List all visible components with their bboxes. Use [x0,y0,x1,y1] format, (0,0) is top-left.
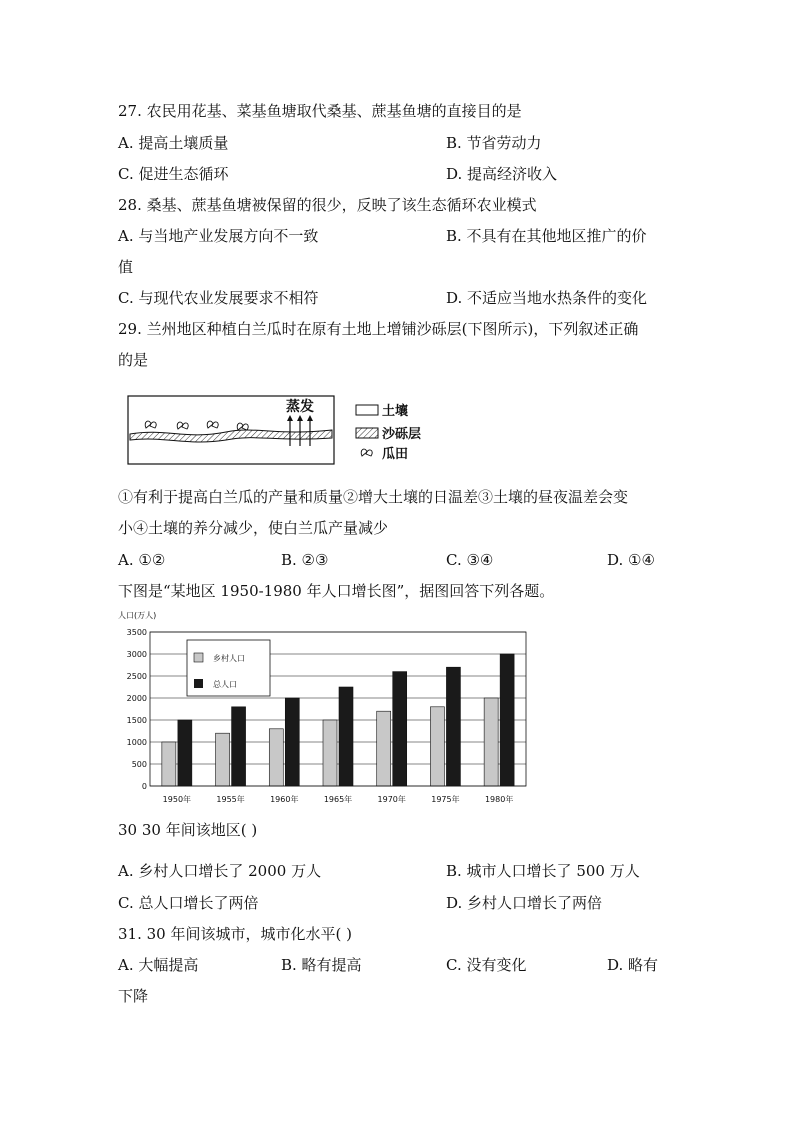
q31-option-d-continued: 下降 [118,987,149,1005]
y-tick-label: 2500 [126,672,147,681]
y-tick-label: 500 [131,760,147,769]
bar-rural [269,729,283,786]
legend-rural-swatch [194,653,203,662]
y-tick-label: 2000 [126,694,147,703]
q27-option-b[interactable]: B. 节省劳动力 [446,134,542,152]
bar-rural [323,720,337,786]
legend-gravel-swatch [356,428,378,438]
q31-option-d[interactable]: D. 略有 [607,956,659,974]
bar-rural [216,733,230,786]
bar-total [339,687,353,786]
y-tick-label: 1000 [126,738,147,747]
q31-option-c[interactable]: C. 没有变化 [446,956,527,974]
bar-total [178,720,192,786]
bar-total [393,672,407,786]
q27-option-d[interactable]: D. 提高经济收入 [446,165,558,183]
q29-stem-continued: 的是 [118,351,149,369]
y-tick-label: 0 [141,782,147,791]
q29-soil-figure [126,392,446,468]
q27-stem: 27. 农民用花基、菜基鱼塘取代桑基、蔗基鱼塘的直接目的是 [118,102,522,120]
q29-option-d[interactable]: D. ①④ [607,551,655,569]
q29-statements: ①有利于提高白兰瓜的产量和质量②增大土壤的日温差③土壤的昼夜温差会变 [118,488,629,506]
q29-option-c[interactable]: C. ③④ [446,551,494,569]
bar-total [232,707,246,786]
q29-statements-continued: 小④土壤的养分减少，使白兰瓜产量减少 [118,519,389,537]
q30-option-c[interactable]: C. 总人口增长了两倍 [118,894,259,912]
bar-rural [430,707,444,786]
q29-option-a[interactable]: A. ①② [118,551,166,569]
chart-intro: 下图是“某地区 1950-1980 年人口增长图”，据图回答下列各题。 [118,582,555,600]
q28-option-c[interactable]: C. 与现代农业发展要求不相符 [118,289,319,307]
evaporation-label: 蒸发 [286,399,314,415]
q31-option-a[interactable]: A. 大幅提高 [118,956,199,974]
legend-gravel-label: 沙砾层 [382,427,422,442]
q30-option-b[interactable]: B. 城市人口增长了 500 万人 [446,862,640,880]
x-tick-label: 1960年 [270,795,299,804]
bar-rural [162,742,176,786]
q28-option-b[interactable]: B. 不具有在其他地区推广的价 [446,227,647,245]
q30-stem: 30 30 年间该地区( ) [118,821,258,839]
q27-option-c[interactable]: C. 促进生态循环 [118,165,229,183]
legend-field-label: 瓜田 [382,447,409,462]
y-tick-label: 1500 [126,716,147,725]
q30-option-a[interactable]: A. 乡村人口增长了 2000 万人 [118,862,322,880]
q28-stem: 28. 桑基、蔗基鱼塘被保留的很少，反映了该生态循环农业模式 [118,196,537,214]
x-tick-label: 1980年 [484,795,514,804]
x-tick-label: 1965年 [323,795,353,804]
y-tick-label: 3000 [126,650,147,659]
y-tick-label: 3500 [126,628,147,637]
q27-option-a[interactable]: A. 提高土壤质量 [118,134,229,152]
x-tick-label: 1970年 [377,795,406,804]
q31-stem: 31. 30 年间该城市，城市化水平( ) [118,925,352,943]
q31-option-b[interactable]: B. 略有提高 [281,956,362,974]
bar-total [285,698,299,786]
legend-field-icon [361,449,372,456]
bar-total [500,654,514,786]
x-tick-label: 1950年 [162,795,192,804]
q29-option-b[interactable]: B. ②③ [281,551,329,569]
bar-total [446,667,460,786]
bar-rural [377,711,391,786]
q28-option-d[interactable]: D. 不适应当地水热条件的变化 [446,289,648,307]
chart-legend [187,640,270,696]
q30-option-d[interactable]: D. 乡村人口增长了两倍 [446,894,603,912]
bar-rural [484,698,498,786]
legend-rural-label: 乡村人口 [213,654,245,663]
q28-option-a[interactable]: A. 与当地产业发展方向不一致 [118,227,319,245]
chart-y-label: 人口(万人) [118,611,157,620]
legend-soil-label: 土壤 [382,404,409,419]
population-chart [110,608,530,808]
legend-total-label: 总人口 [213,680,237,689]
x-tick-label: 1955年 [216,795,245,804]
legend-total-swatch [194,679,203,688]
q28-option-b-continued: 值 [118,258,134,276]
q29-stem: 29. 兰州地区种植白兰瓜时在原有土地上增铺沙砾层(下图所示)，下列叙述正确 [118,320,639,338]
x-tick-label: 1975年 [431,795,460,804]
legend-soil-swatch [356,405,378,415]
